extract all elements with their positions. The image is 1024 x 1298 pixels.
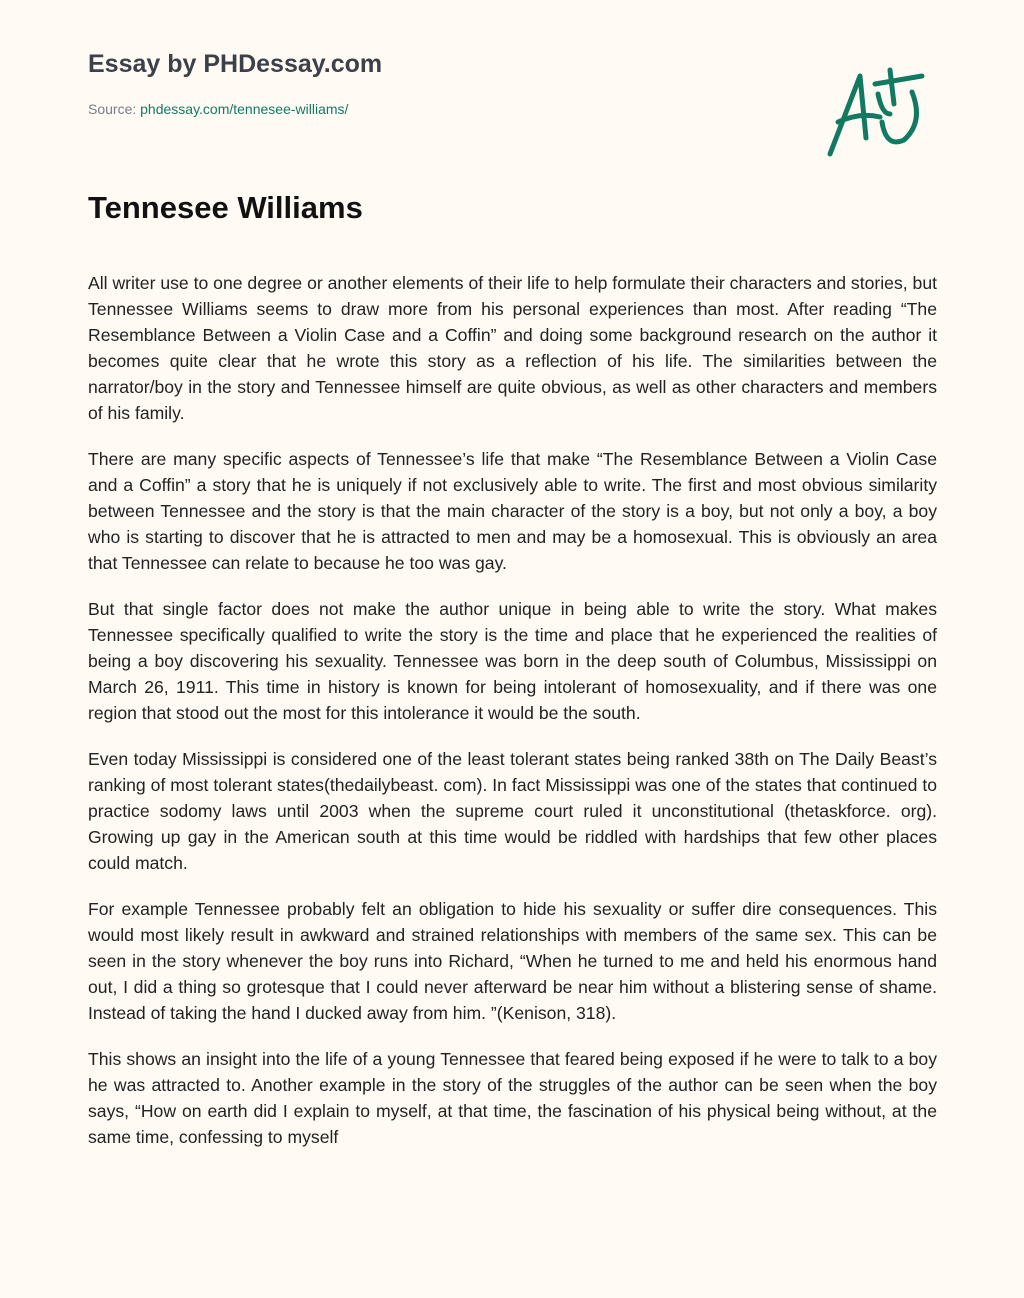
paragraph: Even today Mississippi is considered one of the least tolerant states being ranked 38th on The Daily Beast’s ranking of most tolerant states(thedailybeast. com). In fact Mississippi was one of the states that continued to practice sodomy laws until 2003 when the supreme court ruled it unconstitutional (thetaskforce. org). Growing up gay in the American south at this time would be riddled with hardships that few other places could match. [88, 749, 937, 873]
paragraph: All writer use to one degree or another elements of their life to help formulate their characters and stories, but Tennessee Williams seems to draw more from his personal experiences than most. After reading “The Resemblance Between a Violin Case and a Coffin” and doing some background research on the author it becomes quite clear that he wrote this story as a reflection of his life. The similarities between the narrator/boy in the story and Tennessee himself are quite obvious, as well as other characters and members of his family. [88, 273, 937, 423]
source-label: Source: [88, 101, 137, 117]
site-title: Essay by PHDessay.com [88, 50, 383, 78]
essay-body [88, 270, 937, 1170]
source-line [88, 101, 348, 117]
paragraph: For example Tennessee probably felt an obligation to hide his sexuality or suffer dire consequences. This would most likely result in awkward and strained relationships with members of the same sex. This can be seen in the story whenever the boy runs into Richard, “When he turned to me and held his enormous hand out, I did a thing so grotesque that I could never afterward be near him without a blistering sense of shame. Instead of taking the hand I ducked away from him. ”(Kenison, 318). [88, 899, 937, 1023]
paragraph: This shows an insight into the life of a young Tennessee that feared being exposed if he were to talk to a boy he was attracted to. Another example in the story of the struggles of the author can be seen when the boy says, “How on earth did I explain to myself, at that time, the fascination of his physical being without, at the same time, confessing to myself [88, 1049, 937, 1147]
essay-title: Tennesee Williams [88, 190, 363, 225]
paragraph: But that single factor does not make the author unique in being able to write the story. What makes Tennessee specifically qualified to write the story is the time and place that he experienced the realities of being a boy discovering his sexuality. Tennessee was born in the deep south of Columbus, Mississippi on March 26, 1911. This time in history is known for being intolerant of homosexuality, and if there was one region that stood out the most for this intolerance it would be the south. [88, 599, 937, 723]
a-plus-logo-icon [820, 62, 930, 162]
paragraph: There are many specific aspects of Tennessee’s life that make “The Resemblance Between a Violin Case and a Coffin” a story that he is uniquely if not exclusively able to write. The first and most obvious similarity between Tennessee and the story is that the main character of the story is a boy, but not only a boy, a boy who is starting to discover that he is attracted to men and may be a homosexual. This is obviously an area that Tennessee can relate to because he too was gay. [88, 449, 937, 573]
source-link[interactable]: phdessay.com/tennesee-williams/ [140, 101, 349, 117]
